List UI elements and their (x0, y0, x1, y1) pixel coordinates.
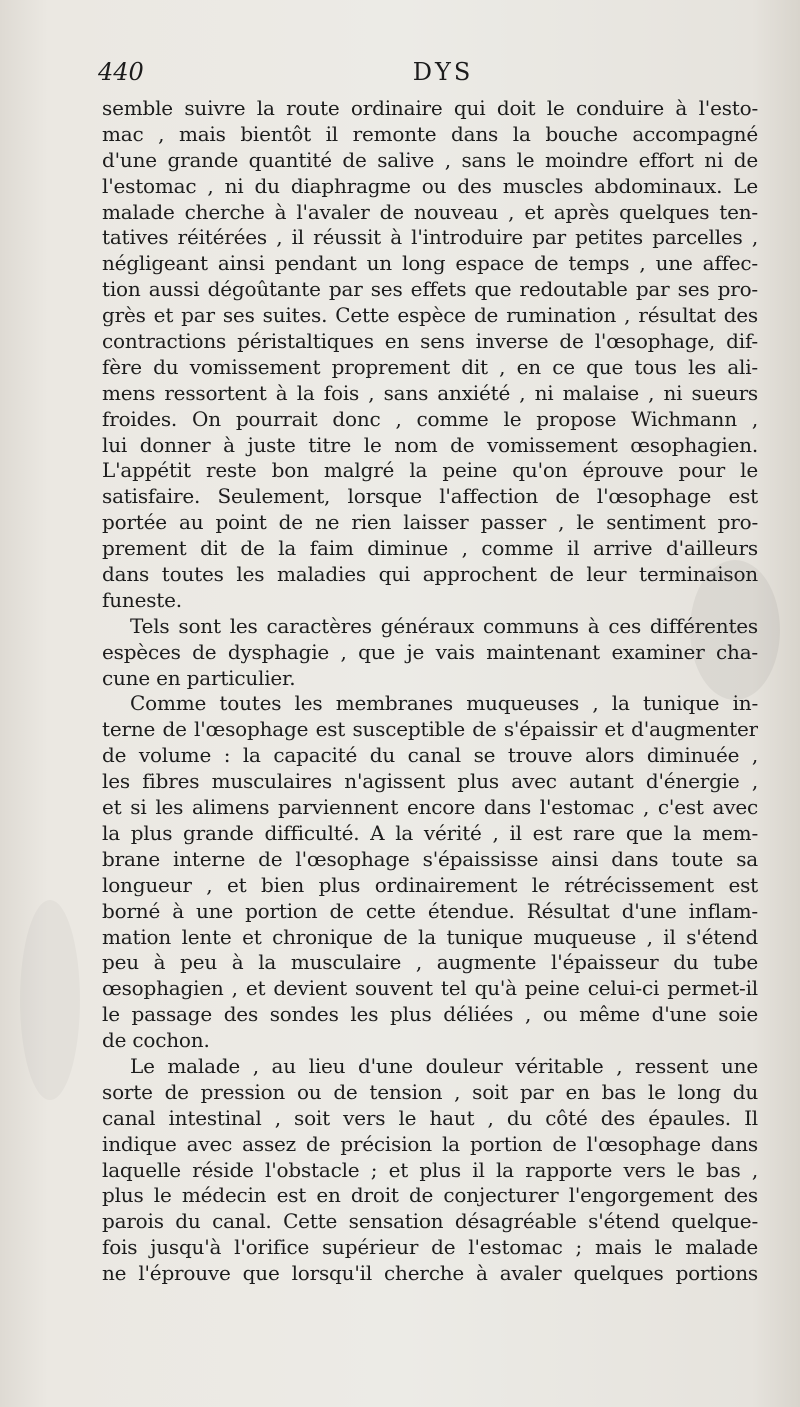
text-line: l'estomac , ni du diaphragme ou des muscles abdominaux. Le (102, 173, 758, 198)
text-line: canal intestinal , soit vers le haut , du côté des épaules. Il (102, 1105, 758, 1130)
paper-stain (20, 900, 80, 1100)
text-line: espèces de dysphagie , que je vais maintenant examiner cha- (102, 639, 758, 664)
text-line: le passage des sondes les plus déliées , ou même d'une soie (102, 1002, 758, 1027)
text-line: d'une grande quantité de salive , sans le moindre effort ni de (102, 147, 758, 172)
text-line: plus le médecin est en droit de conjecturer l'engorgement des (102, 1183, 758, 1208)
text-line: négligeant ainsi pendant un long espace de temps , une affec- (102, 251, 758, 276)
text-line: de cochon. (102, 1028, 210, 1053)
text-line: portée au point de ne rien laisser passer , le sentiment pro- (102, 510, 758, 535)
text-line: L'appétit reste bon malgré la peine qu'on éprouve pour le (102, 458, 758, 483)
text-line: mac , mais bientôt il remonte dans la bouche accompagné (102, 121, 758, 146)
text-line: peu à peu à la musculaire , augmente l'épaisseur du tube (102, 950, 758, 975)
text-line: mation lente et chronique de la tunique muqueuse , il s'étend (102, 924, 758, 949)
text-line: mens ressortent à la fois , sans anxiété , ni malaise , ni sueurs (102, 380, 758, 405)
text-line: œsophagien , et devient souvent tel qu'à peine celui-ci permet-il (102, 976, 758, 1001)
text-line: laquelle réside l'obstacle ; et plus il la rapporte vers le bas , (102, 1157, 758, 1182)
text-line: prement dit de la faim diminue , comme il arrive d'ailleurs (102, 536, 758, 561)
text-line: semble suivre la route ordinaire qui doit le conduire à l'esto- (102, 96, 758, 120)
running-head (98, 58, 758, 92)
text-line: Le malade , au lieu d'une douleur véritable , ressent une (130, 1053, 758, 1078)
text-line: funeste. (102, 587, 182, 612)
text-line: longueur , et bien plus ordinairement le rétrécissement est (102, 872, 758, 897)
text-line: lui donner à juste titre le nom de vomissement œsophagien. (102, 432, 758, 457)
text-line: fère du vomissement proprement dit , en ce que tous les ali- (102, 354, 758, 379)
text-line: ne l'éprouve que lorsqu'il cherche à avaler quelques portions (102, 1261, 758, 1286)
text-line: sorte de pression ou de tension , soit par en bas le long du (102, 1079, 758, 1104)
text-line: parois du canal. Cette sensation désagréable s'étend quelque- (102, 1209, 758, 1234)
text-line: et si les alimens parviennent encore dans l'estomac , c'est avec (102, 795, 758, 820)
text-line: malade cherche à l'avaler de nouveau , et après quelques ten- (102, 199, 758, 224)
text-line: les fibres musculaires n'agissent plus avec autant d'énergie , (102, 769, 758, 794)
text-line: dans toutes les maladies qui approchent de leur terminaison (102, 562, 758, 587)
paragraph (102, 96, 758, 614)
text-line: terne de l'œsophage est susceptible de s'épaissir et d'augmenter (102, 717, 758, 742)
text-line: de volume : la capacité du canal se trouve alors diminuée , (102, 743, 758, 768)
text-line: froides. On pourrait donc , comme le propose Wichmann , (102, 406, 758, 431)
text-line: fois jusqu'à l'orifice supérieur de l'estomac ; mais le malade (102, 1235, 758, 1260)
text-line: satisfaire. Seulement, lorsque l'affection de l'œsophage est (102, 484, 758, 509)
running-title: DYS (412, 58, 474, 86)
paragraph (102, 691, 758, 1053)
text-line: cune en particulier. (102, 665, 296, 690)
text-line: Tels sont les caractères généraux communs à ces différentes (130, 613, 758, 638)
text-line: la plus grande difficulté. A la vérité , il est rare que la mem- (102, 820, 758, 845)
page-number: 440 (98, 58, 144, 86)
text-line: contractions péristaltiques en sens inverse de l'œsophage, dif- (102, 329, 758, 354)
text-line: grès et par ses suites. Cette espèce de rumination , résultat des (102, 303, 758, 328)
text-line: tatives réitérées , il réussit à l'introduire par petites parcelles , (102, 225, 758, 250)
text-line: tion aussi dégoûtante par ses effets que redoutable par ses pro- (102, 277, 758, 302)
text-line: borné à une portion de cette étendue. Résultat d'une inflam- (102, 898, 758, 923)
body-text (102, 96, 758, 1287)
paragraph (102, 1054, 758, 1287)
text-line: Comme toutes les membranes muqueuses , la tunique in- (130, 691, 758, 716)
paragraph (102, 614, 758, 692)
text-line: brane interne de l'œsophage s'épaississe ainsi dans toute sa (102, 846, 758, 871)
text-line: indique avec assez de précision la portion de l'œsophage dans (102, 1131, 758, 1156)
